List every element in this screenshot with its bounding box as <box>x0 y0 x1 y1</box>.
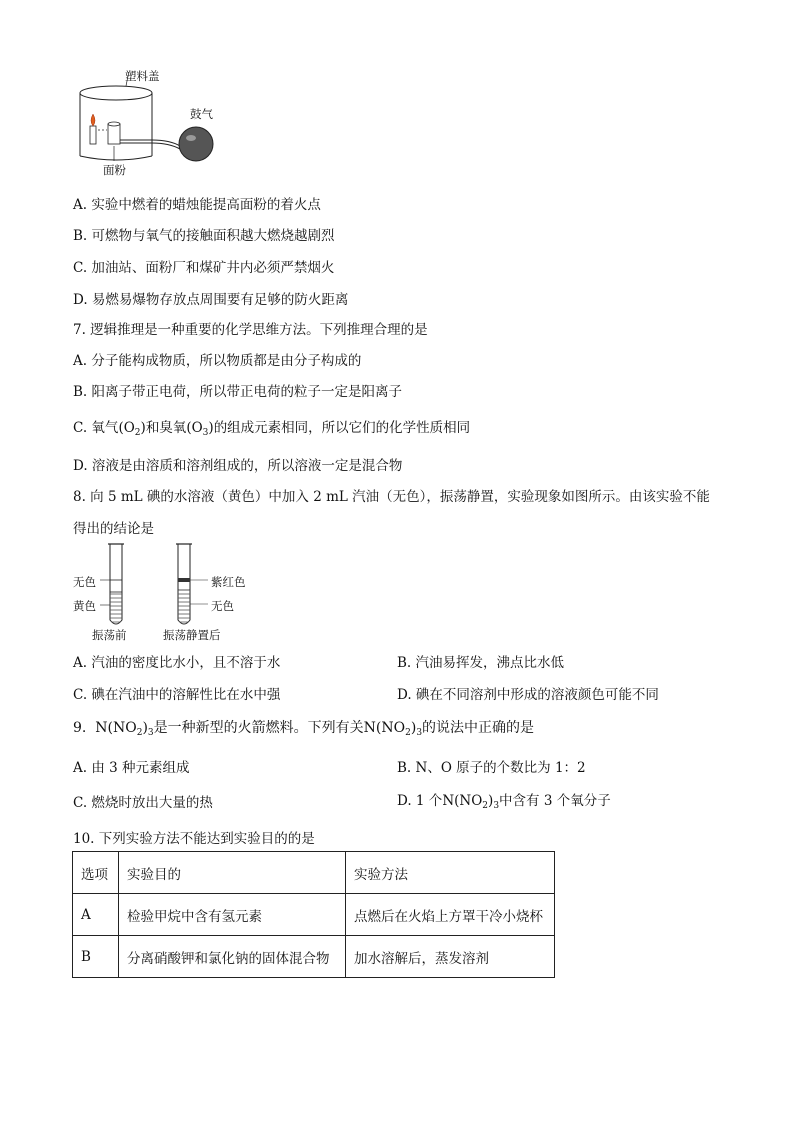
q8-stem-line1: 8. 向 5 mL 碘的水溶液（黄色）中加入 2 mL 汽油（无色），振荡静置，实验现象如图所示。由该实验不能 <box>73 489 710 505</box>
table-row <box>73 936 555 978</box>
q6-option-a: A. 实验中燃着的蜡烛能提高面粉的着火点 <box>73 197 321 213</box>
flour-label: 面粉 <box>103 163 126 177</box>
q9-option-d: D. 1 个$N(NO_2)_3$中含有 3 个氧分子 <box>397 793 611 811</box>
row-option: A <box>73 894 119 936</box>
test-tubes-diagram <box>100 540 230 640</box>
q7-option-a: A. 分子能构成物质，所以物质都是由分子构成的 <box>73 353 362 369</box>
header-method: 实验方法 <box>346 852 555 894</box>
left-tube-bottom-label: 黄色 <box>73 599 96 613</box>
lid-label: 塑料盖 <box>125 69 160 83</box>
row-method: 点燃后在火焰上方罩干冷小烧杯 <box>346 894 555 936</box>
left-tube-top-label: 无色 <box>73 575 96 589</box>
right-tube-bottom-label: 无色 <box>211 599 234 613</box>
row-option: B <box>73 936 119 978</box>
row-method: 加水溶解后，蒸发溶剂 <box>346 936 555 978</box>
table-row <box>73 894 555 936</box>
header-purpose: 实验目的 <box>119 852 346 894</box>
right-tube-top-label: 紫红色 <box>211 575 246 589</box>
q9-option-a: A. 由 3 种元素组成 <box>73 760 190 776</box>
q8-option-b: B. 汽油易挥发，沸点比水低 <box>397 655 565 671</box>
q6-option-c: C. 加油站、面粉厂和煤矿井内必须严禁烟火 <box>73 260 335 276</box>
q8-option-c: C. 碘在汽油中的溶解性比在水中强 <box>73 687 281 703</box>
q9-option-c: C. 燃烧时放出大量的热 <box>73 795 213 811</box>
header-option: 选项 <box>73 852 119 894</box>
pump-label: 鼓气 <box>190 107 213 121</box>
q7-option-b: B. 阳离子带正电荷，所以带正电荷的粒子一定是阳离子 <box>73 384 403 400</box>
right-tube-caption: 振荡静置后 <box>163 628 221 642</box>
row-purpose: 检验甲烷中含有氢元素 <box>119 894 346 936</box>
q9-stem: 9. $N(NO_2)_3$是一种新型的火箭燃料。下列有关$N(NO_2)_3$的说法中正确的是 <box>73 720 535 738</box>
table-header-row <box>73 852 555 894</box>
q7-option-d: D. 溶液是由溶质和溶剂组成的，所以溶液一定是混合物 <box>73 458 403 474</box>
q6-option-d: D. 易燃易爆物存放点周围要有足够的防火距离 <box>73 292 349 308</box>
q7-stem: 7. 逻辑推理是一种重要的化学思维方法。下列推理合理的是 <box>73 322 428 338</box>
row-purpose: 分离硝酸钾和氯化钠的固体混合物 <box>119 936 346 978</box>
q7-option-c: C. 氧气$(O_2)$和臭氧$(O_3)$的组成元素相同，所以它们的化学性质相同 <box>73 420 471 438</box>
q9-option-b: B. N、O 原子的个数比为 1：2 <box>397 760 586 776</box>
q8-stem-line2: 得出的结论是 <box>73 521 154 537</box>
left-tube-caption: 振荡前 <box>92 628 127 642</box>
q8-option-d: D. 碘在不同溶剂中形成的溶液颜色可能不同 <box>397 687 659 703</box>
q8-option-a: A. 汽油的密度比水小，且不溶于水 <box>73 655 281 671</box>
q10-table <box>72 851 555 978</box>
q10-stem: 10. 下列实验方法不能达到实验目的的是 <box>73 831 315 847</box>
q6-option-b: B. 可燃物与氧气的接触面积越大燃烧越剧烈 <box>73 228 335 244</box>
